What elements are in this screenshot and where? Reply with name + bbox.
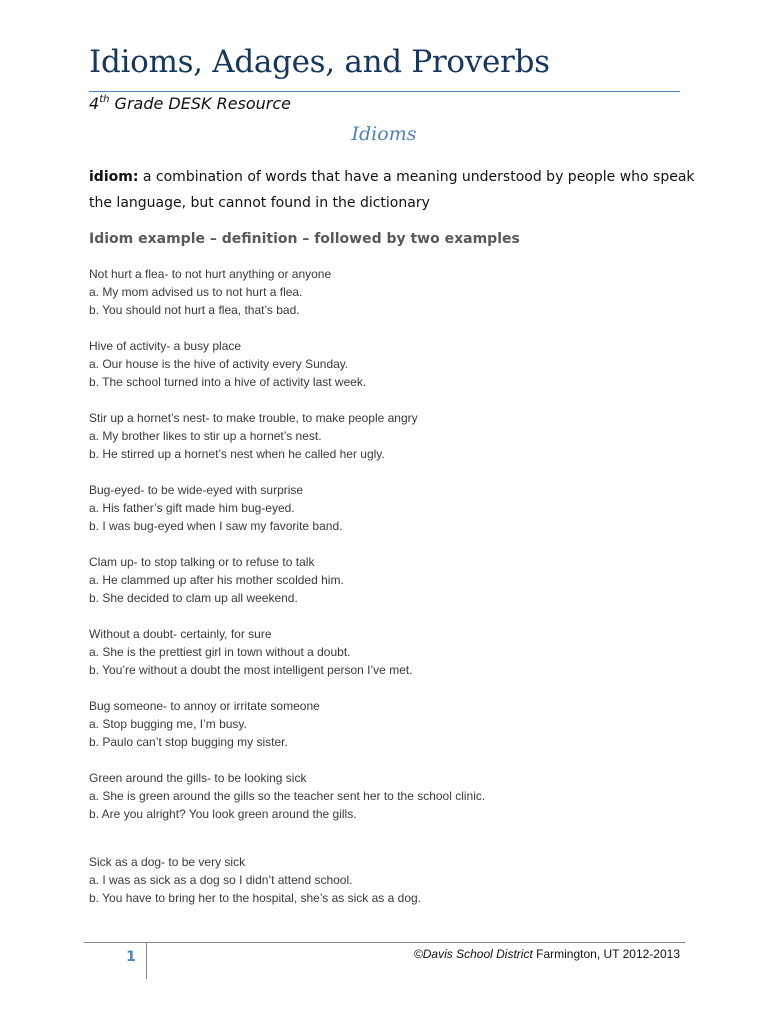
idiom-definition-line: Not hurt a flea- to not hurt anything or anyone xyxy=(89,267,332,281)
idiom-example-b: b. The school turned into a hive of activity last week. xyxy=(89,375,367,389)
definition-text: a combination of words that have a meaning understood by people who speak the language, but cannot found in the dictionary xyxy=(89,169,695,211)
idiom-definition-line: Stir up a hornet’s nest- to make trouble, to make people angry xyxy=(89,411,418,425)
title-divider xyxy=(89,91,680,92)
idiom-entry xyxy=(89,337,709,409)
idiom-example-b: b. You have to bring her to the hospital, she’s as sick as a dog. xyxy=(89,891,421,905)
subtitle-text: Grade DESK Resource xyxy=(109,94,292,113)
idiom-example-b: b. You’re without a doubt the most intelligent person I’ve met. xyxy=(89,663,413,677)
idiom-example-b: b. Paulo can’t stop bugging my sister. xyxy=(89,735,288,749)
page-number: 1 xyxy=(126,949,136,965)
idiom-entry xyxy=(89,409,709,481)
definition-term: idiom: xyxy=(89,169,139,185)
idiom-entry xyxy=(89,625,709,697)
idiom-example-b: b. I was bug-eyed when I saw my favorite band. xyxy=(89,519,343,533)
copyright-org: ©Davis School District xyxy=(413,947,533,961)
idiom-example-a: a. His father’s gift made him bug-eyed. xyxy=(89,501,295,515)
idiom-example-a: a. He clammed up after his mother scolded him. xyxy=(89,573,344,587)
idiom-definition-line: Green around the gills- to be looking sick xyxy=(89,771,307,785)
idiom-example-a: a. My mom advised us to not hurt a flea. xyxy=(89,285,303,299)
document-title: Idioms, Adages, and Proverbs xyxy=(89,44,550,80)
idiom-definition-line: Hive of activity- a busy place xyxy=(89,339,242,353)
idiom-example-a: a. She is the prettiest girl in town without a doubt. xyxy=(89,645,351,659)
idiom-list xyxy=(89,265,709,925)
idiom-entry xyxy=(89,853,709,925)
idiom-example-a: a. I was as sick as a dog so I didn’t attend school. xyxy=(89,873,353,887)
idiom-example-b: b. He stirred up a hornet’s nest when he called her ugly. xyxy=(89,447,385,461)
idiom-example-a: a. She is green around the gills so the teacher sent her to the school clinic. xyxy=(89,789,486,803)
idiom-definition-line: Clam up- to stop talking or to refuse to talk xyxy=(89,555,315,569)
idiom-example-b: b. Are you alright? You look green around the gills. xyxy=(89,807,357,821)
example-heading: Idiom example – definition – followed by two examples xyxy=(89,231,520,247)
idiom-definition-line: Sick as a dog- to be very sick xyxy=(89,855,246,869)
section-heading: Idioms xyxy=(351,123,417,145)
idiom-example-b: b. You should not hurt a flea, that’s bad. xyxy=(89,303,300,317)
copyright-location-year: Farmington, UT 2012-2013 xyxy=(532,947,680,961)
idiom-entry xyxy=(89,769,709,841)
idiom-entry xyxy=(89,697,709,769)
idiom-entry xyxy=(89,553,709,625)
idiom-definition-line: Without a doubt- certainly, for sure xyxy=(89,627,272,641)
grade-suffix: th xyxy=(99,93,110,105)
idiom-definition xyxy=(89,164,699,216)
copyright-notice xyxy=(414,947,680,961)
idiom-example-a: a. Stop bugging me, I’m busy. xyxy=(89,717,247,731)
idiom-example-b: b. She decided to clam up all weekend. xyxy=(89,591,298,605)
idiom-entry xyxy=(89,265,709,337)
document-subtitle xyxy=(89,94,291,113)
idiom-example-a: a. Our house is the hive of activity every Sunday. xyxy=(89,357,349,371)
idiom-definition-line: Bug someone- to annoy or irritate someone xyxy=(89,699,320,713)
idiom-example-a: a. My brother likes to stir up a hornet’s nest. xyxy=(89,429,322,443)
page-number-separator xyxy=(146,943,147,979)
idiom-entry xyxy=(89,481,709,553)
footer-divider xyxy=(84,942,685,943)
grade-number: 4 xyxy=(89,94,100,113)
idiom-definition-line: Bug-eyed- to be wide-eyed with surprise xyxy=(89,483,304,497)
